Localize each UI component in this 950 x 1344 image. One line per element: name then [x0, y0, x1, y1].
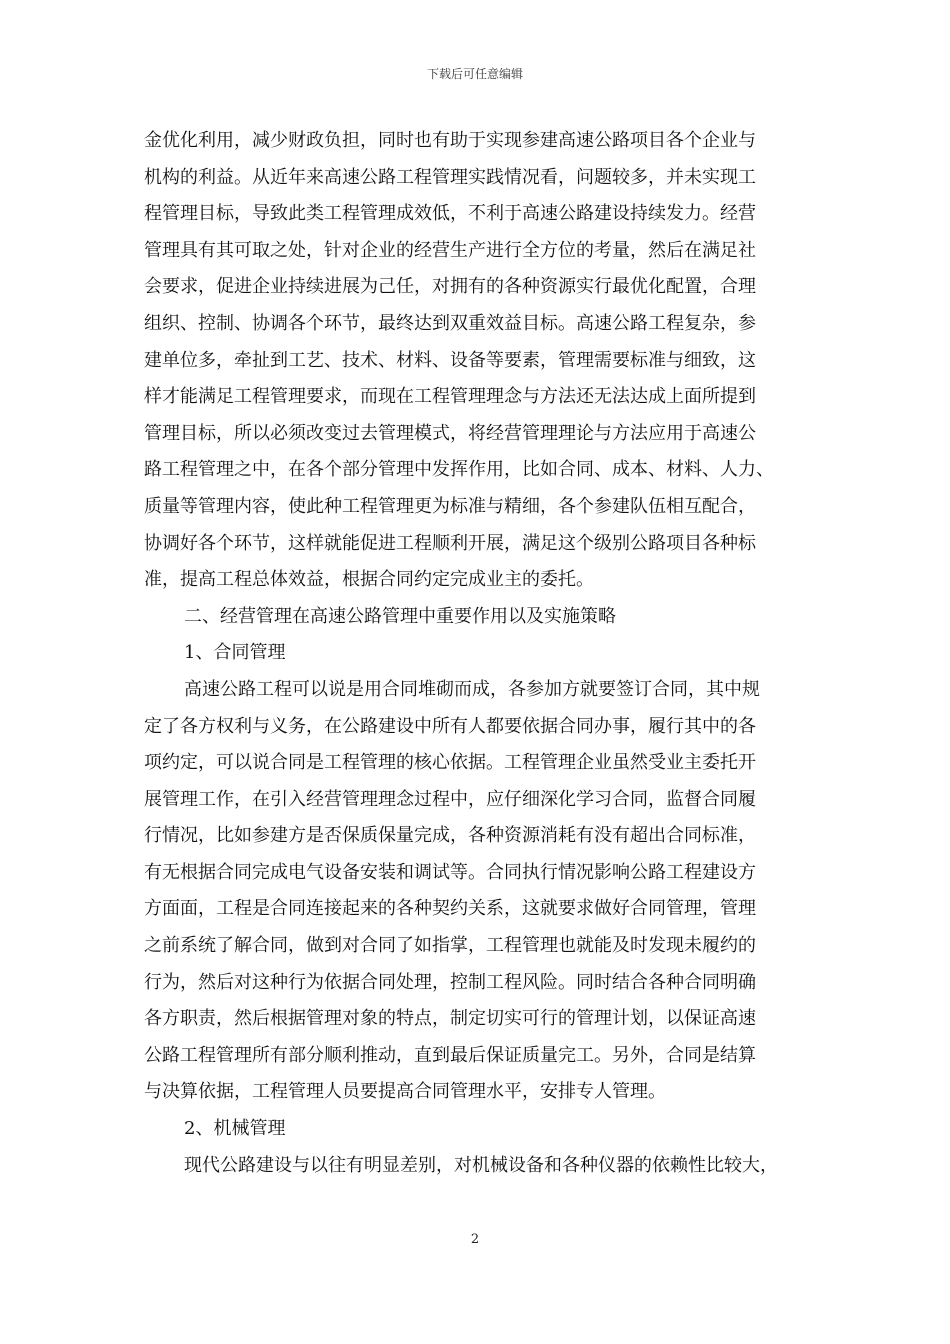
text-line: 现代公路建设与以往有明显差别，对机械设备和各种仪器的依赖性比较大，	[184, 1154, 778, 1176]
text-line: 路工程管理之中，在各个部分管理中发挥作用，比如合同、成本、材料、人力、	[144, 459, 774, 481]
text-line: 程管理目标，导致此类工程管理成效低，不利于高速公路建设持续发力。经营	[144, 203, 756, 225]
text-line: 项约定，可以说合同是工程管理的核心依据。工程管理企业虽然受业主委托开	[144, 752, 756, 774]
text-line: 组织、控制、协调各个环节，最终达到双重效益目标。高速公路工程复杂，参	[144, 312, 756, 334]
text-line: 定了各方权利与义务，在公路建设中所有人都要依据合同办事，履行其中的各	[144, 715, 756, 737]
text-line: 各方职责，然后根据管理对象的特点，制定切实可行的管理计划，以保证高速	[144, 1008, 756, 1030]
text-line: 高速公路工程可以说是用合同堆砌而成，各参加方就要签订合同，其中规	[184, 678, 760, 700]
text-line: 建单位多，牵扯到工艺、技术、材料、设备等要素，管理需要标准与细致，这	[144, 349, 756, 371]
text-line: 公路工程管理所有部分顺利推动，直到最后保证质量完工。另外，合同是结算	[144, 1044, 756, 1066]
text-line: 样才能满足工程管理要求，而现在工程管理理念与方法还无法达成上面所提到	[144, 386, 756, 408]
text-line: 质量等管理内容，使此种工程管理更为标准与精细，各个参建队伍相互配合，	[144, 495, 756, 517]
text-line: 与决算依据，工程管理人员要提高合同管理水平，安排专人管理。	[144, 1081, 666, 1103]
text-line: 协调好各个环节，这样就能促进工程顺利开展，满足这个级别公路项目各种标	[144, 532, 756, 554]
text-line: 准，提高工程总体效益，根据合同约定完成业主的委托。	[144, 569, 594, 591]
text-line: 之前系统了解合同，做到对合同了如指掌，工程管理也就能及时发现未履约的	[144, 935, 756, 957]
text-line: 方面面，工程是合同连接起来的各种契约关系，这就要求做好合同管理，管理	[144, 898, 756, 920]
text-line: 行为，然后对这种行为依据合同处理，控制工程风险。同时结合各种合同明确	[144, 971, 756, 993]
text-line: 金优化利用，减少财政负担，同时也有助于实现参建高速公路项目各个企业与	[144, 130, 756, 151]
body-text	[144, 123, 808, 1184]
page-header: 下载后可任意编辑	[426, 67, 523, 81]
text-line: 管理具有其可取之处，针对企业的经营生产进行全方位的考量，然后在满足社	[144, 239, 756, 261]
text-line: 有无根据合同完成电气设备安装和调试等。合同执行情况影响公路工程建设方	[144, 861, 756, 883]
subsection-heading: 1、合同管理	[184, 642, 286, 664]
text-line: 机构的利益。从近年来高速公路工程管理实践情况看，问题较多，并未实现工	[144, 166, 756, 188]
text-line: 会要求，促进企业持续进展为己任，对拥有的各种资源实行最优化配置，合理	[144, 276, 756, 298]
text-line: 展管理工作，在引入经营管理理念过程中，应仔细深化学习合同，监督合同履	[144, 788, 756, 810]
text-line: 管理目标，所以必须改变过去管理模式，将经营管理理论与方法应用于高速公	[144, 422, 756, 444]
section-heading: 二、经营管理在高速公路管理中重要作用以及实施策略	[184, 605, 616, 627]
page-number: 2	[470, 1232, 480, 1247]
subsection-heading: 2、机械管理	[184, 1118, 286, 1140]
text-line: 行情况，比如参建方是否保质保量完成，各种资源消耗有没有超出合同标准，	[144, 825, 756, 847]
